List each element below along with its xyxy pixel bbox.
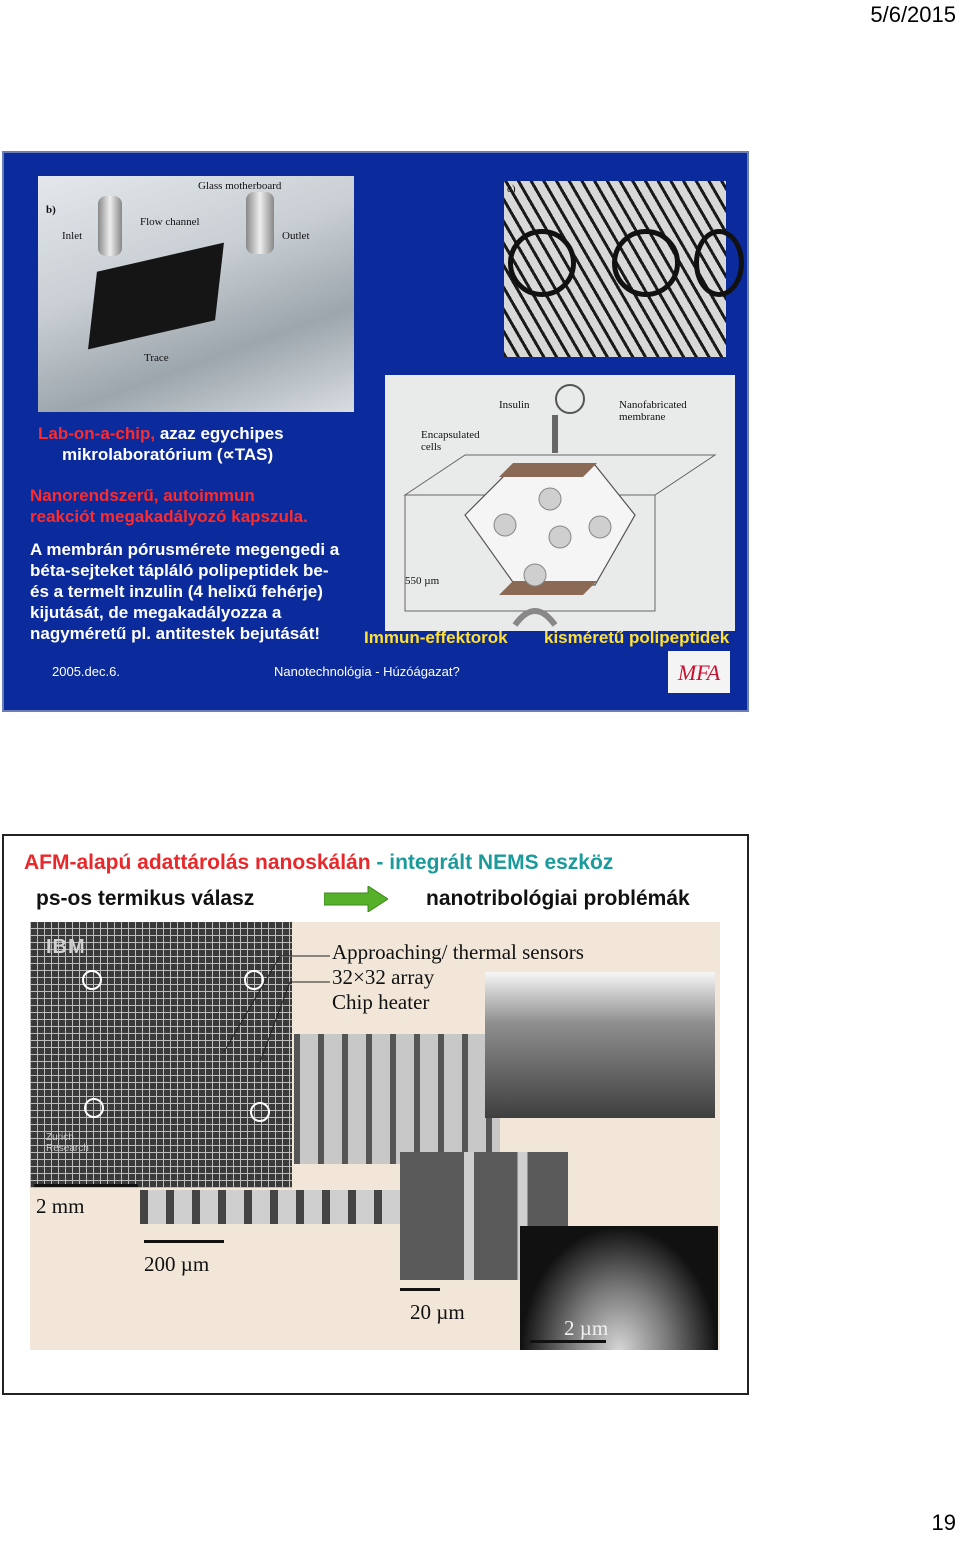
membrane-line-5: nagyméretű pl. antitestek bejutását! bbox=[30, 624, 321, 643]
encapsulated-cells-label: Encapsulated cells bbox=[421, 429, 480, 453]
membrane-text bbox=[30, 539, 339, 644]
lab-on-chip-photo bbox=[38, 176, 354, 412]
perspective-array-sem bbox=[485, 972, 715, 1118]
slide-afm-storage bbox=[2, 834, 749, 1395]
afm-figure bbox=[30, 922, 720, 1350]
mfa-logo: MFA bbox=[668, 651, 730, 693]
membrane-line-1: A membrán pórusmérete megengedi a bbox=[30, 540, 340, 559]
nano-line-1: Nanorendszerű, autoimmun bbox=[30, 486, 255, 505]
scale-200um: 200 µm bbox=[144, 1252, 210, 1276]
slide-lab-on-a-chip bbox=[2, 151, 749, 712]
panel-label-c: c) bbox=[507, 183, 516, 195]
lab-on-chip-text bbox=[38, 423, 284, 465]
title-red: AFM-alapú adattárolás nanoskálán bbox=[24, 851, 371, 874]
sensors-label: Approaching/ thermal sensors bbox=[332, 940, 584, 964]
immun-effektorok-label: Immun-effektorok bbox=[364, 628, 508, 647]
size-550um-label: 550 µm bbox=[405, 575, 440, 587]
nanotube-photo bbox=[504, 181, 726, 357]
ibm-logo: IBM bbox=[46, 936, 86, 958]
small-polypeptides-label: kisméretű polipeptidek bbox=[544, 628, 730, 647]
mikrolaboratorium-text: mikrolaboratórium (∝TAS) bbox=[62, 445, 274, 464]
scale-2um: 2 µm bbox=[564, 1316, 609, 1340]
chip-heater-label: Chip heater bbox=[332, 990, 430, 1014]
afm-tip-sem bbox=[520, 1226, 718, 1350]
inlet-label: Inlet bbox=[62, 230, 83, 242]
nano-capsule-text bbox=[30, 485, 308, 527]
array-size-label: 32×32 array bbox=[332, 965, 435, 989]
page-date: 5/6/2015 bbox=[870, 2, 956, 27]
footer-title: Nanotechnológia - Húzóágazat? bbox=[274, 664, 460, 679]
lab-on-chip-red: Lab-on-a-chip, bbox=[38, 424, 156, 443]
membrane-line-2: béta-sejteket tápláló polipeptidek be- bbox=[30, 561, 329, 580]
trace-label: Trace bbox=[144, 352, 169, 364]
page-number: 19 bbox=[931, 1510, 956, 1535]
nanotribology-text: nanotribológiai problémák bbox=[426, 887, 690, 910]
zurich-research-label: Zurich Research bbox=[46, 1132, 89, 1154]
array-strip-sem bbox=[140, 1190, 414, 1224]
glass-motherboard-label: Glass motherboard bbox=[198, 180, 282, 192]
title-teal: - integrált NEMS eszköz bbox=[370, 851, 614, 874]
membrane-label: Nanofabricated membrane bbox=[619, 399, 687, 423]
outlet-label: Outlet bbox=[282, 230, 310, 242]
thermal-response-text: ps-os termikus válasz bbox=[36, 887, 255, 910]
insulin-label: Insulin bbox=[499, 399, 530, 411]
membrane-line-3: és a termelt inzulin (4 helixű fehérje) bbox=[30, 582, 323, 601]
scale-2mm: 2 mm bbox=[36, 1194, 85, 1218]
slide2-title bbox=[24, 850, 613, 875]
lab-on-chip-white: azaz egychipes bbox=[155, 424, 284, 443]
arrow-right-icon bbox=[324, 886, 388, 912]
scale-20um: 20 µm bbox=[410, 1300, 465, 1324]
nano-line-2: reakciót megakadályozó kapszula. bbox=[30, 507, 308, 526]
footer-date: 2005.dec.6. bbox=[52, 664, 120, 679]
panel-label-b: b) bbox=[46, 204, 56, 216]
leader-lines bbox=[220, 952, 340, 1062]
membrane-line-4: kijutását, de megakadályozza a bbox=[30, 603, 282, 622]
capsule-diagram bbox=[385, 375, 735, 631]
flow-channel-label: Flow channel bbox=[140, 216, 200, 228]
